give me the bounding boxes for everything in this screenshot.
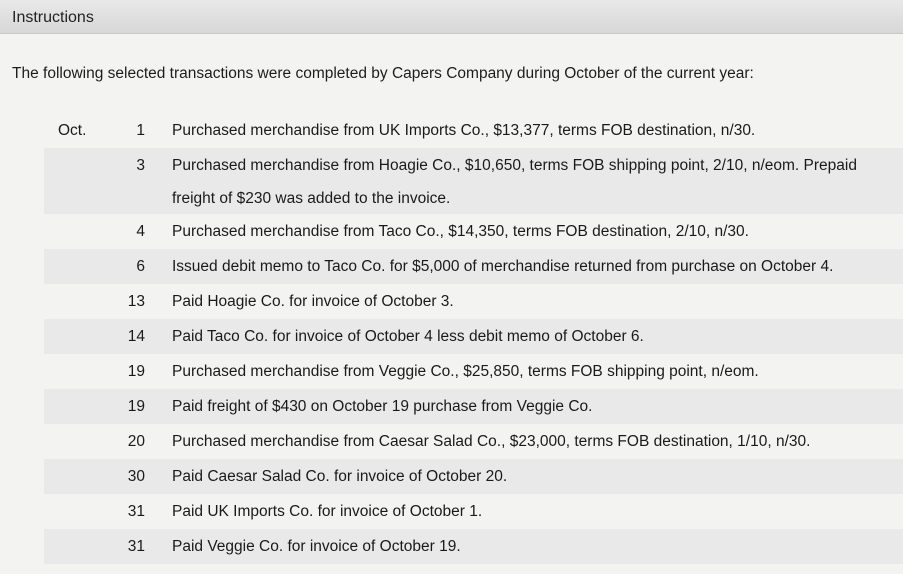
- transaction-row: [44, 459, 903, 494]
- transaction-day: 6: [136, 258, 145, 275]
- transaction-day: 3: [136, 157, 145, 174]
- transaction-day: 31: [127, 538, 145, 555]
- transaction-row: [44, 354, 903, 389]
- transaction-description: Paid Hoagie Co. for invoice of October 3.: [172, 293, 454, 310]
- transaction-description: Purchased merchandise from UK Imports Co., $13,377, terms FOB destination, n/30.: [172, 122, 756, 139]
- transaction-description: Purchased merchandise from Veggie Co., $25,850, terms FOB shipping point, n/eom.: [172, 363, 759, 380]
- transaction-description: Paid freight of $430 on October 19 purchase from Veggie Co.: [172, 398, 593, 415]
- transaction-row: [44, 424, 903, 459]
- transaction-row: [44, 148, 903, 214]
- transaction-row: [44, 249, 903, 284]
- transaction-row: [44, 284, 903, 319]
- transaction-row: [44, 529, 903, 564]
- transaction-day: 4: [136, 223, 145, 240]
- transaction-day: 30: [127, 468, 145, 485]
- transaction-description: Issued debit memo to Taco Co. for $5,000 of merchandise returned from purchase on October 4.: [172, 258, 834, 275]
- transaction-day: 13: [127, 293, 145, 310]
- transaction-month: Oct.: [58, 122, 87, 139]
- transactions-table: [44, 113, 903, 564]
- transaction-description: Purchased merchandise from Taco Co., $14,350, terms FOB destination, 2/10, n/30.: [172, 223, 749, 240]
- transaction-description: Purchased merchandise from Hoagie Co., $10,650, terms FOB shipping point, 2/10, n/eom. Prepaid freight of $230 was added to the invoice.: [172, 157, 857, 207]
- transaction-description: Paid UK Imports Co. for invoice of October 1.: [172, 503, 483, 520]
- transaction-day: 31: [127, 503, 145, 520]
- instructions-header: [0, 0, 903, 34]
- transaction-description: Paid Taco Co. for invoice of October 4 less debit memo of October 6.: [172, 328, 644, 345]
- transaction-day: 19: [127, 363, 145, 380]
- transaction-row: [44, 494, 903, 529]
- transaction-day: 1: [136, 122, 145, 139]
- transaction-day: 20: [127, 433, 145, 450]
- transaction-description: Purchased merchandise from Caesar Salad Co., $23,000, terms FOB destination, 1/10, n/30.: [172, 433, 811, 450]
- transaction-description: Paid Veggie Co. for invoice of October 19.: [172, 538, 461, 555]
- transaction-day: 14: [127, 328, 145, 345]
- transaction-row: [44, 319, 903, 354]
- intro-text: The following selected transactions were completed by Capers Company during October of the current year:: [12, 65, 754, 82]
- transaction-row: [44, 389, 903, 424]
- header-title: Instructions: [12, 9, 94, 26]
- transaction-description: Paid Caesar Salad Co. for invoice of October 20.: [172, 468, 508, 485]
- transaction-row: [44, 214, 903, 249]
- transaction-day: 19: [127, 398, 145, 415]
- transaction-row: [44, 113, 903, 148]
